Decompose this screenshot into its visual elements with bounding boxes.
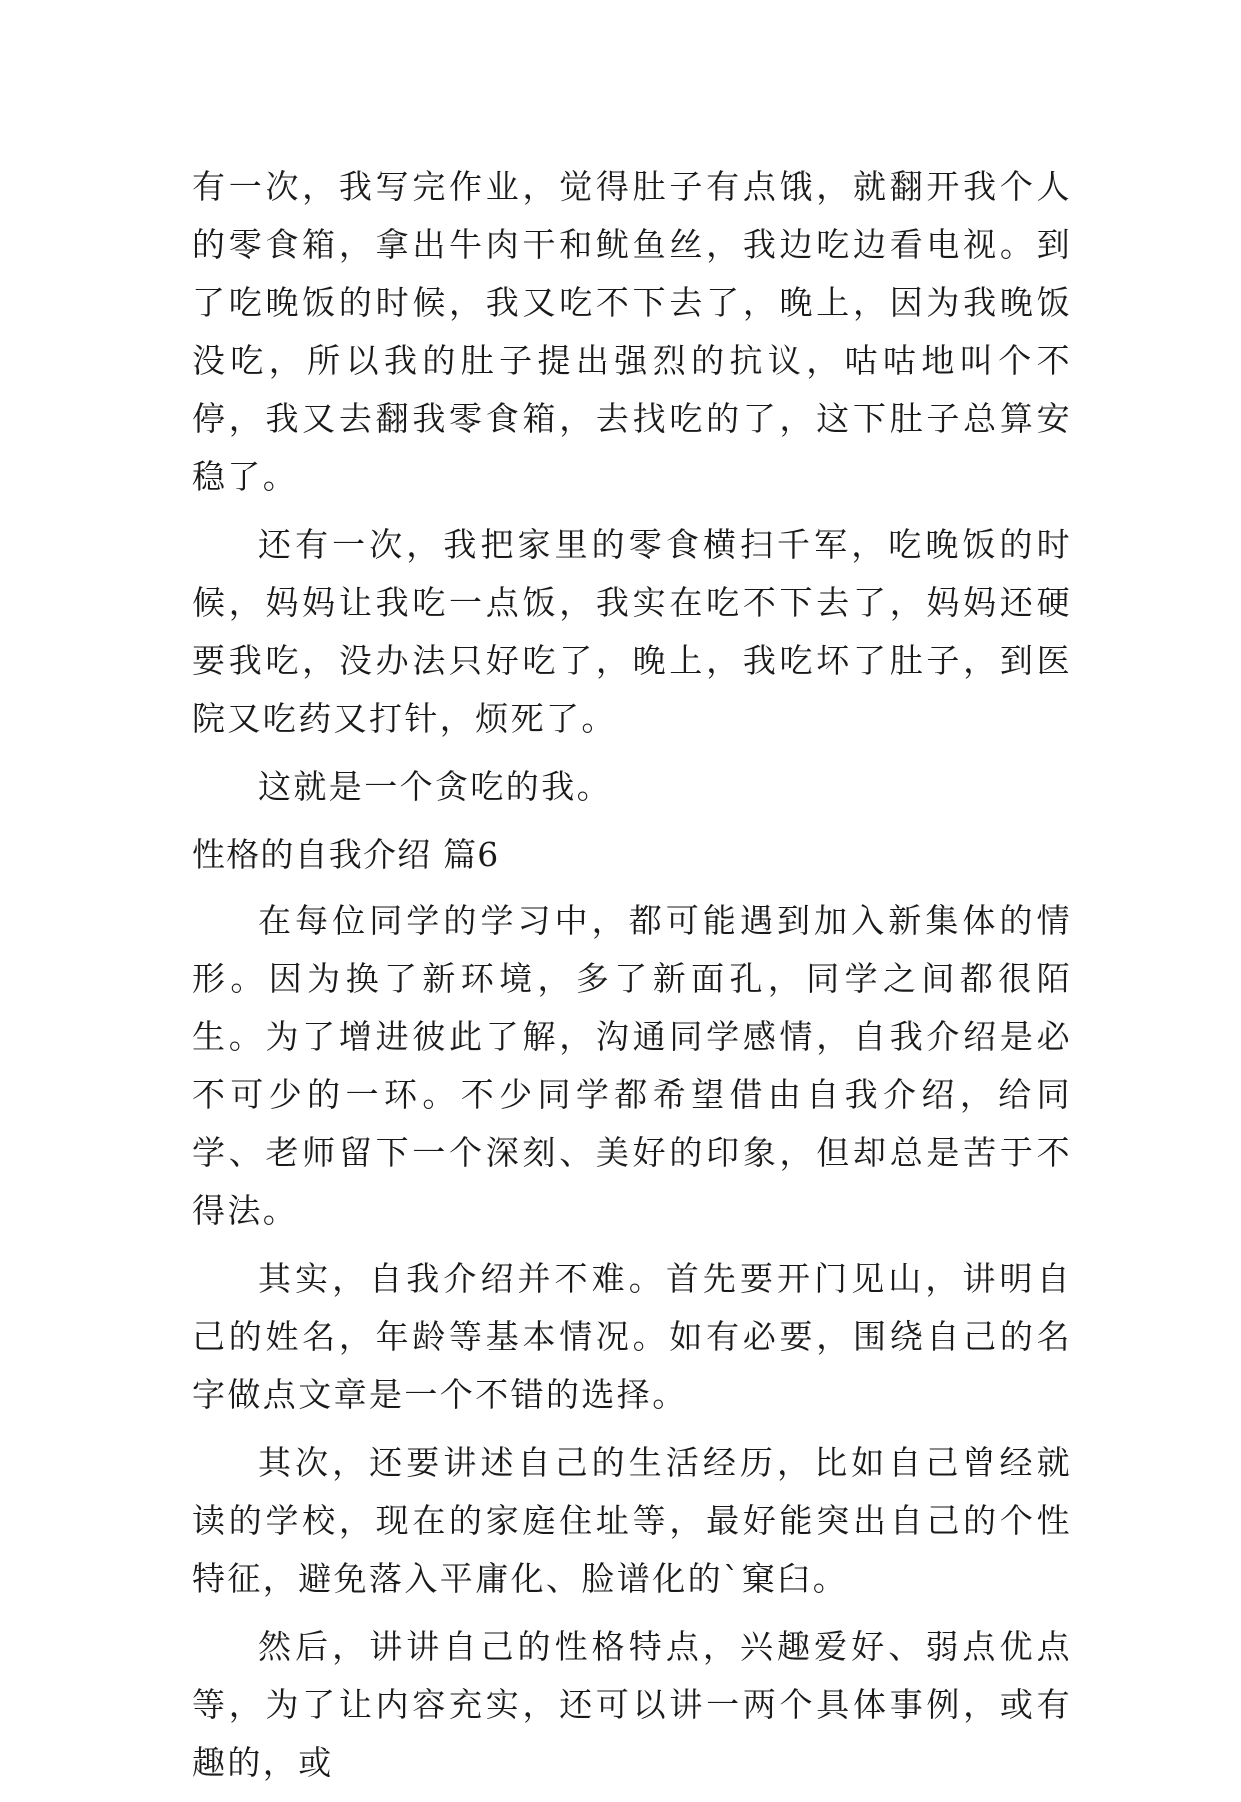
paragraph-new-collective: 在每位同学的学习中，都可能遇到加入新集体的情形。因为换了新环境，多了新面孔，同学之间都很陌生。为了增进彼此了解，沟通同学感情，自我介绍是必不可少的一环。不少同学都希望借由自我介绍，给同学、老师留下一个深刻、美好的印象，但却总是苦于不得法。 (192, 901, 1072, 1230)
paragraph-personality: 然后，讲讲自己的性格特点，兴趣爱好、弱点优点等，为了让内容充实，还可以讲一两个具体事例，或有趣的，或 (192, 1627, 1072, 1782)
document-body (192, 158, 1072, 1802)
paragraph-stomachache: 还有一次，我把家里的零食横扫千军，吃晚饭的时候，妈妈让我吃一点饭，我实在吃不下去了，妈妈还硬要我吃，没办法只好吃了，晚上，我吃坏了肚子，到医院又吃药又打针，烦死了。 (192, 525, 1072, 738)
paragraph-conclusion: 这就是一个贪吃的我。 (258, 767, 612, 806)
paragraph-life-experience: 其次，还要讲述自己的生活经历，比如自己曾经就读的学校，现在的家庭住址等，最好能突出自己的个性特征，避免落入平庸化、脸谱化的`窠臼。 (192, 1443, 1072, 1598)
paragraph-snack-box: 有一次，我写完作业，觉得肚子有点饿，就翻开我个人的零食箱，拿出牛肉干和鱿鱼丝，我边吃边看电视。到了吃晚饭的时候，我又吃不下去了，晚上，因为我晚饭没吃，所以我的肚子提出强烈的抗议，咕咕地叫个不停，我又去翻我零食箱，去找吃的了，这下肚子总算安稳了。 (192, 167, 1072, 496)
section-heading: 性格的自我介绍 篇6 (192, 835, 500, 874)
paragraph-name-age: 其实，自我介绍并不难。首先要开门见山，讲明自己的姓名，年龄等基本情况。如有必要，围绕自己的名字做点文章是一个不错的选择。 (192, 1259, 1072, 1414)
